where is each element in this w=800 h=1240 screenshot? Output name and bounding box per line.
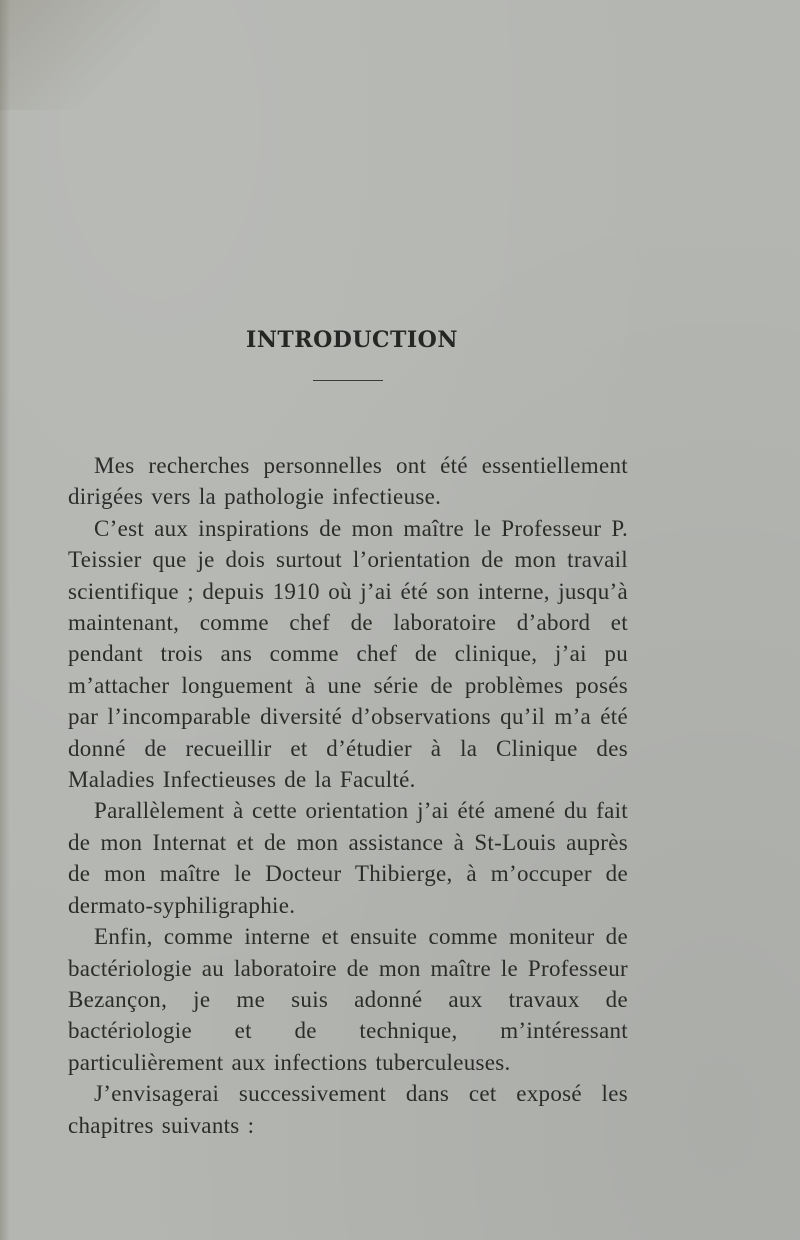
page-title: INTRODUCTION <box>246 327 458 353</box>
paragraph-5: J’envisagerai successivement dans cet exposé les chapitres suivants : <box>68 1081 628 1138</box>
paragraph-2: C’est aux inspirations de mon maître le Professeur P. Teissier que je dois surtout l’orientation de mon travail scientifique ; depuis 1910 où j’ai été son interne, jusqu’à maintenant, comme chef de laboratoire d’abord et pendant trois ans comme chef de clinique, j’ai pu m’attacher longuement à une série de problèmes posés par l’incomparable diversité d’observations qu’il m’a été donné de recueillir et d’étudier à la Clinique des Maladies Infectieuses de la Faculté. <box>68 515 628 793</box>
paragraph-1: Mes recherches personnelles ont été essentiellement dirigées vers la pathologie infectieuse. <box>68 453 628 510</box>
page-left-edge <box>0 0 10 1240</box>
page-corner-shade <box>0 0 160 110</box>
body-text <box>68 450 628 1141</box>
title-rule <box>313 380 383 381</box>
paragraph-3: Parallèlement à cette orientation j’ai été amené du fait de mon Internat et de mon assistance à St-Louis auprès de mon maître le Docteur Thibierge, à m’occuper de dermato-syphiligraphie. <box>68 798 628 918</box>
paragraph-4: Enfin, comme interne et ensuite comme moniteur de bactériologie au laboratoire de mon maître le Professeur Bezançon, je me suis adonné aux travaux de bactériologie et de technique, m’intéressant particulièrement aux infections tuberculeuses. <box>68 924 628 1075</box>
